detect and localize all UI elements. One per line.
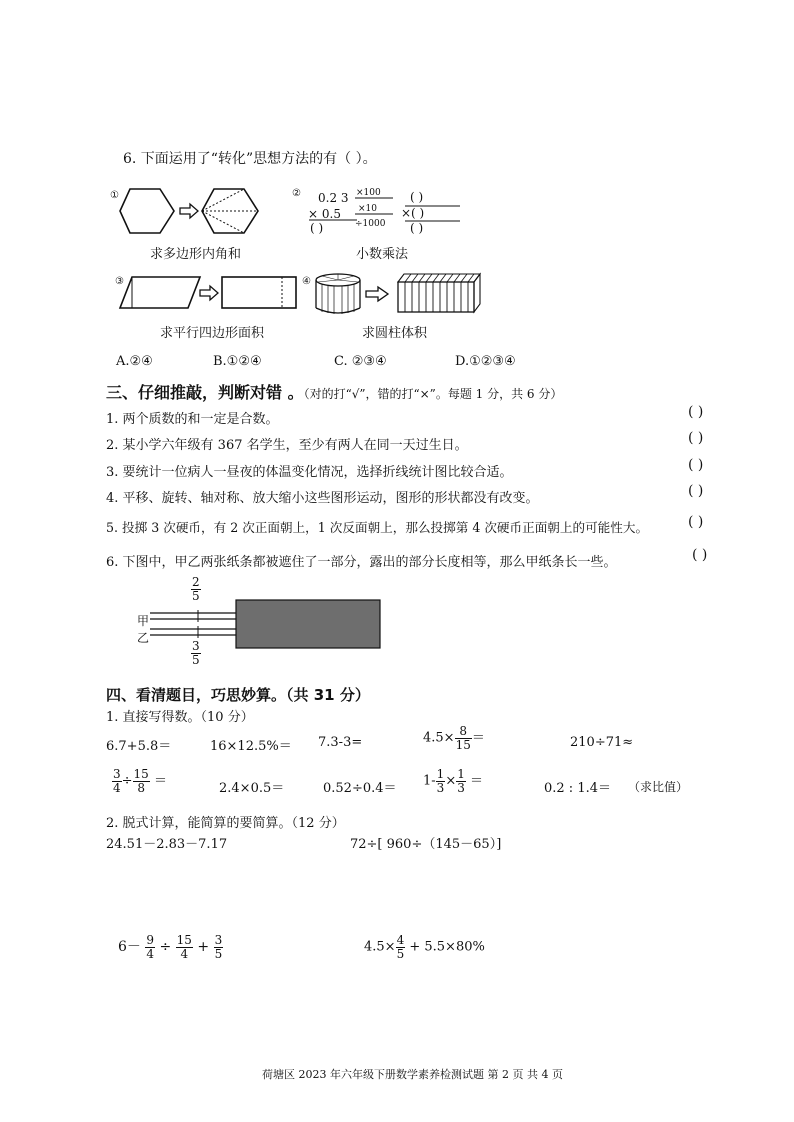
step-calc-c-n3: 3 bbox=[214, 933, 223, 947]
calc-5: 210÷71≈ bbox=[570, 735, 634, 750]
calc-6-n1: 3 bbox=[113, 767, 121, 781]
calc-9 bbox=[423, 768, 483, 794]
judge-item-4: 4. 平移、旋转、轴对称、放大缩小这些图形运动，图形的形状都没有改变。 bbox=[106, 491, 539, 506]
calc-6-eq: ＝ bbox=[153, 773, 167, 789]
q6-stem: 6. 下面运用了“转化”思想方法的有（ ）。 bbox=[123, 151, 377, 167]
fig1-number: ① bbox=[110, 190, 119, 201]
calc-9-eq: ＝ bbox=[470, 773, 484, 789]
strip-yi-label: 乙 bbox=[137, 631, 150, 645]
fig2-lines bbox=[305, 188, 465, 238]
strip-jia-label: 甲 bbox=[137, 614, 150, 628]
calc-9-n2: 1 bbox=[457, 767, 465, 781]
judge-item-1: 1. 两个质数的和一定是合数。 bbox=[106, 412, 279, 427]
calc-6-op: ÷ bbox=[121, 773, 133, 789]
fig3-caption: 求平行四边形面积 bbox=[160, 326, 265, 341]
option-c: C. ②③④ bbox=[334, 354, 387, 369]
section3-note: （对的打“√”，错的打“×”。每题 1 分，共 6 分） bbox=[303, 387, 563, 401]
answer-blank-6[interactable]: ( ) bbox=[692, 547, 708, 563]
fig1-caption: 求多边形内角和 bbox=[150, 247, 242, 262]
answer-blank-4[interactable]: ( ) bbox=[688, 483, 704, 499]
answer-blank-5[interactable]: ( ) bbox=[688, 514, 704, 530]
step-calc-d-n: 4 bbox=[396, 933, 405, 947]
fig2-r3c: ( ) bbox=[410, 221, 424, 235]
calc-6-d2: 8 bbox=[137, 780, 145, 795]
fig3-number: ③ bbox=[115, 276, 124, 287]
step-calc-c-d3: 5 bbox=[214, 946, 223, 961]
judge-item-3: 3. 要统计一位病人一昼夜的体温变化情况，选择折线统计图比较合适。 bbox=[106, 465, 513, 480]
section3-heading bbox=[106, 380, 562, 403]
answer-blank-2[interactable]: ( ) bbox=[688, 430, 704, 446]
calc-3: 7.3-3= bbox=[318, 735, 363, 750]
step-calc-d bbox=[364, 934, 485, 960]
option-d: D.①②③④ bbox=[455, 354, 516, 369]
part1-title: 1. 直接写得数。（10 分） bbox=[106, 710, 254, 725]
hexagon-figure bbox=[118, 186, 268, 236]
answer-blank-3[interactable]: ( ) bbox=[688, 457, 704, 473]
fig2-r3b: ÷1000 bbox=[355, 219, 386, 229]
calc-2: 16×12.5%＝ bbox=[210, 739, 292, 754]
strip-top-denominator: 5 bbox=[192, 588, 200, 603]
paper-strip-figure bbox=[150, 597, 385, 649]
judge-item-5: 5. 投掷 3 次硬币，有 2 次正面朝上，1 次反面朝上，那么投掷第 4 次硬币正面朝上的可能性大。 bbox=[106, 520, 649, 535]
page-footer: 荷塘区 2023 年六年级下册数学素养检测试题 第 2 页 共 4 页 bbox=[262, 1068, 563, 1081]
calc-4-denominator: 15 bbox=[455, 737, 471, 752]
judge-item-2: 2. 某小学六年级有 367 名学生，至少有两人在同一天过生日。 bbox=[106, 438, 468, 453]
fig2-r2c: ×( ) bbox=[401, 206, 425, 220]
step-calc-d-pre: 4.5× bbox=[364, 939, 396, 955]
part2-title: 2. 脱式计算，能简算的要简算。（12 分） bbox=[106, 816, 345, 831]
section4-title: 四、看清题目，巧思妙算。（共 31 分） bbox=[106, 686, 370, 704]
fig4-number: ④ bbox=[302, 276, 311, 287]
calc-4-numerator: 8 bbox=[455, 725, 472, 739]
section3-title: 三、仔细推敲，判断对错 。 bbox=[106, 383, 304, 402]
calc-4 bbox=[423, 725, 485, 751]
step-calc-c-n2: 15 bbox=[176, 933, 192, 947]
step-calc-d-post: + 5.5×80% bbox=[409, 939, 485, 955]
step-calc-c-pre: 6－ bbox=[118, 939, 141, 956]
step-calc-a: 24.51－2.83－7.17 bbox=[106, 837, 228, 852]
cylinder-figure bbox=[314, 272, 484, 316]
step-calc-c-d2: 4 bbox=[180, 946, 189, 961]
strip-bottom-numerator: 3 bbox=[192, 639, 200, 653]
calc-9-d1: 3 bbox=[436, 780, 445, 795]
calc-4-pre: 4.5× bbox=[423, 730, 455, 746]
fig4-caption: 求圆柱体积 bbox=[362, 326, 428, 341]
option-b: B.①②④ bbox=[213, 354, 262, 369]
fig2-number: ② bbox=[292, 188, 301, 199]
option-a: A.②④ bbox=[116, 354, 153, 369]
fig2-r2b: ×10 bbox=[358, 204, 377, 214]
calc-8: 0.52÷0.4＝ bbox=[323, 781, 397, 796]
step-calc-c-d1: 4 bbox=[146, 946, 155, 961]
calc-9-d2: 3 bbox=[457, 780, 465, 795]
step-calc-c bbox=[118, 934, 223, 960]
calc-6 bbox=[112, 768, 167, 794]
step-calc-b: 72÷[ 960÷（145－65）] bbox=[350, 837, 502, 852]
step-calc-c-op: ÷ bbox=[159, 939, 172, 956]
fig2-caption: 小数乘法 bbox=[356, 247, 409, 262]
answer-blank-1[interactable]: ( ) bbox=[688, 404, 704, 420]
strip-bottom-denominator: 5 bbox=[192, 652, 200, 667]
calc-6-d1: 4 bbox=[113, 780, 121, 795]
strip-bottom-fraction bbox=[191, 640, 201, 666]
step-calc-c-plus: + bbox=[197, 939, 210, 956]
fig2-r3a: ( ) bbox=[310, 221, 324, 235]
calc-10: 0.2 : 1.4＝ bbox=[544, 781, 611, 796]
fig2-r2a: × 0.5 bbox=[308, 207, 341, 221]
step-calc-d-d: 5 bbox=[396, 946, 405, 961]
fig2-r1c: ( ) bbox=[410, 190, 424, 204]
calc-4-eq: ＝ bbox=[471, 730, 485, 746]
calc-9-pre: 1- bbox=[423, 773, 436, 789]
calc-6-n2: 15 bbox=[133, 767, 149, 781]
step-calc-c-n1: 9 bbox=[146, 933, 155, 947]
fig2-r1a: 0.2 3 bbox=[318, 191, 349, 205]
parallelogram-figure bbox=[120, 273, 300, 313]
calc-9-op: × bbox=[445, 773, 457, 789]
judge-item-6: 6. 下图中，甲乙两张纸条都被遮住了一部分，露出的部分长度相等，那么甲纸条长一些。 bbox=[106, 555, 617, 570]
fig2-r1b: ×100 bbox=[356, 188, 381, 198]
calc-10-note: （求比值） bbox=[628, 780, 689, 794]
strip-top-numerator: 2 bbox=[192, 575, 200, 589]
calc-1: 6.7+5.8＝ bbox=[106, 739, 172, 754]
calc-7: 2.4×0.5＝ bbox=[219, 781, 285, 796]
strip-top-fraction bbox=[191, 576, 201, 602]
calc-9-n1: 1 bbox=[436, 767, 445, 781]
